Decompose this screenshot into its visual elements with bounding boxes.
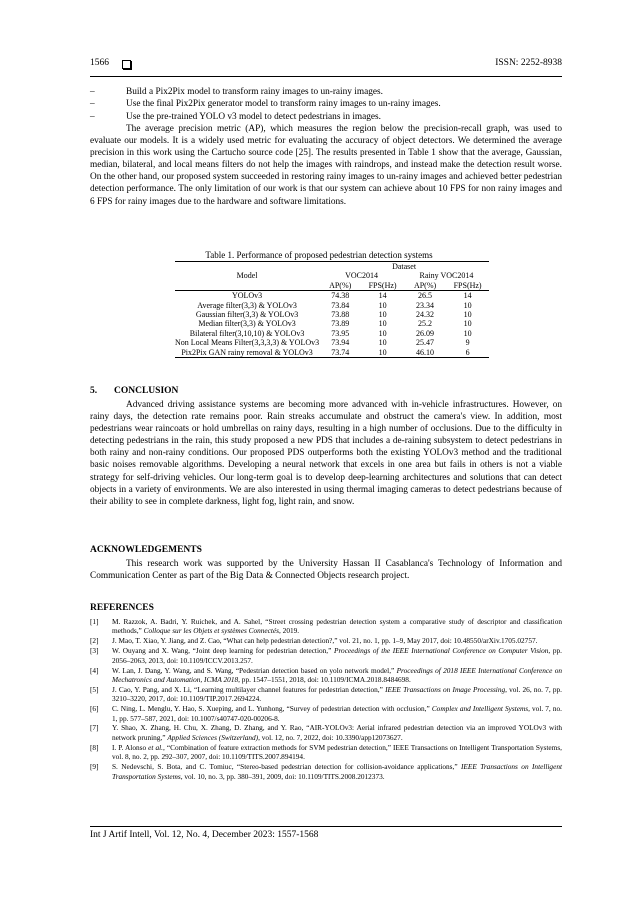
table-subheader: FPS(Hz) [453, 280, 482, 290]
reference-item: [1] M. Razzok, A. Badri, Y. Ruichek, and A. Sahel, “Street crossing pedestrian detection system a comparative study of descriptor and classification methods,” Colloque sur les Objets et systèmes Connectés, 2019. [90, 617, 562, 636]
list-item: – Use the pre-trained YOLO v3 model to detect pedestrians in images. [90, 111, 381, 122]
bullet-marker: – [90, 99, 95, 110]
table-row: Gaussian filter(3,3) & YOLOv3 73.88 10 24.32 10 [195, 310, 472, 320]
conclusion-paragraph: Advanced driving assistance systems are becoming more advanced with in-vehicle infrastructures. However, on rainy days, the detection rate remains poor. Rain streaks accumulate and obstruct the camera's view. In addition, most pedestrians wear raincoats or hold umbrellas on rainy days, resulting in a high number of occlusions. Due to the difficulty in detecting pedestrians in the rain, this study proposed a new PDS that includes a de-raining subsystem to detect pedestrians in both rainy and non-rainy conditions. Our proposed PDS outperforms both the existing YOLOv3 method and the traditional basic noises removable algorithms. Developing a neural network that excels in one area but fails in others is not a viable strategy for self-driving vehicles. Our long-term goal is to develop deep-learning architectures and solutions that can detect objects in a variety of environments. We are also interested in using thermal imaging cameras to detect pedestrians because of their ability to see in complete darkness, light fog, light rain, and snow. [90, 400, 562, 507]
reference-item: [8] I. P. Alonso et al., “Combination of feature extraction methods for SVM pedestrian detection,” IEEE Transactions on Intelligent Transportation Systems, vol. 8, no. 2, pp. 292–307, 2007, doi: 10.1109/TITS.2007.894194. [90, 742, 562, 762]
table-header-group: VOC2014 [345, 271, 378, 281]
reference-item: [2] J. Mao, T. Xiao, Y. Jiang, and Z. Cao, “What can help pedestrian detection?,” vol. 21, no. 1, pp. 1–9, May 2017, doi: 10.48550/arXiv.1705.02757. [90, 636, 538, 646]
page-footer: Int J Artif Intell, Vol. 12, No. 4, December 2023: 1557-1568 [90, 830, 319, 840]
table-header-dataset: Dataset [392, 262, 417, 271]
acknowledgements-heading: ACKNOWLEDGEMENTS [90, 545, 202, 555]
header-rule [90, 76, 562, 77]
list-item: – Use the final Pix2Pix generator model to transform rainy images to un-rainy images. [90, 99, 441, 110]
reference-item: [3] W. Ouyang and X. Wang, “Joint deep learning for pedestrian detection,” Proceedings of the IEEE International Conference on Computer Vision, pp. 2056–2063, 2013, doi: 10.1109/ICCV.2013.257. [90, 646, 562, 665]
square-icon [122, 60, 131, 69]
reference-item: [6] C. Ning, L. Menglu, Y. Hao, S. Xueping, and L. Yunhong, “Survey of pedestrian detection with occlusion,” Complex and Intelligent Systems, vol. 7, no. 1, pp. 577–587, 2021, doi: 10.1007/s40747-020-00206-8. [90, 704, 562, 723]
reference-item: [5] J. Cao, Y. Pang, and X. Li, “Learning multilayer channel features for pedestrian detection,” IEEE Transactions on Image Processing, vol. 26, no. 7, pp. 3210–3220, 2017, doi: 10.1109/TIP.2017.2694224. [90, 684, 562, 704]
table-row: Bilateral filter(3,10,10) & YOLOv3 73.95 10 26.09 10 [189, 328, 472, 338]
references-heading: REFERENCES [90, 603, 154, 613]
table-row: YOLOv3 74.38 14 26.5 14 [231, 291, 472, 301]
results-table [175, 261, 489, 358]
bullet-list [90, 86, 562, 123]
reference-item: [4] W. Lan, J. Dang, Y. Wang, and S. Wang, “Pedestrian detection based on yolo network model,” Proceedings of 2018 IEEE International Conference on Mechatronics and Automation, ICMA 2018, pp. 1547–1551, 2018, doi: 10.1109/ICMA.2018.8484698. [90, 665, 563, 684]
table-row: Median filter(3,3) & YOLOv3 73.89 10 25.2 10 [198, 319, 472, 329]
footer-rule [90, 826, 562, 827]
table-row: Average filter(3,3) & YOLOv3 73.84 10 23.34 10 [197, 300, 472, 310]
page-number: 1566 [90, 58, 109, 68]
table-row: Non Local Means Filter(3,3,3,3) & YOLOv3 73.94 10 25.47 9 [175, 338, 470, 348]
issn-label: ISSN: 2252-8938 [495, 58, 562, 68]
bullet-marker: – [90, 87, 95, 97]
table-header-model: Model [236, 271, 258, 281]
table-caption: Table 1. Performance of proposed pedestrian detection systems [205, 250, 433, 260]
table-subheader: AP(%) [329, 280, 352, 290]
table-row: Pix2Pix GAN rainy removal & YOLOv3 73.74 10 46.10 6 [175, 348, 489, 358]
conclusion-heading: 5. CONCLUSION [90, 386, 179, 396]
reference-item: [9] S. Nedevschi, S. Bota, and C. Tomiuc, “Stereo-based pedestrian detection for collision-avoidance applications,” IEEE Transactions on Intelligent Transportation Systems, vol. 10, no. 3, pp. 380–391, 2009, doi: 10.1109/TITS.2008.2012373. [90, 762, 562, 781]
page-header [90, 58, 562, 74]
table-header-group: Rainy VOC2014 [419, 271, 474, 281]
list-item: – Build a Pix2Pix model to transform rainy images to un-rainy images. [90, 87, 383, 97]
table-subheader: FPS(Hz) [368, 280, 397, 290]
reference-list [90, 617, 562, 781]
bullet-marker: – [90, 111, 95, 122]
acknowledgements-paragraph: This research work was supported by the University Hassan II Casablanca's Technology of Information and Communication Center as part of the Big Data & Connected Objects research project. [90, 559, 562, 582]
reference-item: [7] Y. Shao, X. Zhang, H. Chu, X. Zhang, D. Zhang, and Y. Rao, “AIR-YOLOv3: Aerial infrared pedestrian detection via an improved YOLOv3 with network pruning,” Applied Sciences (Switzerland), vol. 12, no. 7, 2022, doi: 10.3390/app12073627. [90, 723, 562, 742]
table-subheader: AP(%) [413, 280, 437, 290]
results-paragraph: The average precision metric (AP), which measures the region below the precision-recall graph, was used to evaluate our models. It is a widely used metric for evaluating the accuracy of object detectors. We determined the average precision in this work using the Cartucho source code [25]. The results presented in Table 1 show that the average, Gaussian, median, bilateral, and local means filters do not help the images with raindrops, and instead make the detection result worse. On the other hand, our proposed system succeeded in restoring rainy images to un-rainy images and achieved better pedestrian detection performance. The only limitation of our work is that our system can achieve about 10 FPS for non rainy images and 6 FPS for rainy images due to the hardware and software limitations. [90, 124, 562, 207]
